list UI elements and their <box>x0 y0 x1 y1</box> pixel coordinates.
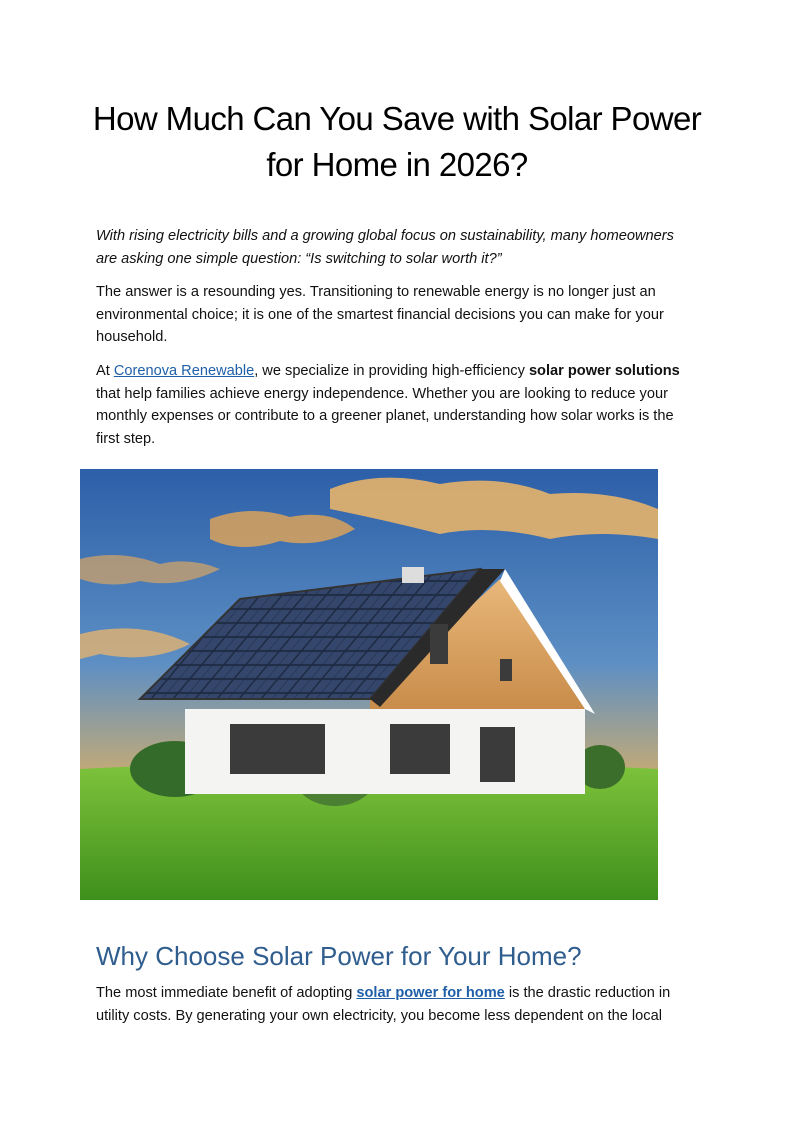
section-heading: Why Choose Solar Power for Your Home? <box>96 941 582 971</box>
corenova-renewable-link[interactable]: Corenova Renewable <box>113 363 255 379</box>
company-paragraph-prefix: At <box>96 363 114 379</box>
company-paragraph-suffix: that help families achieve energy independence. Whether you are looking to reduce your monthly expenses or contribute to a greener planet, understanding how solar works is the first step. <box>96 385 674 447</box>
intro-paragraph: With rising electricity bills and a growing global focus on sustainability, many homeowners are asking one simple question: “Is switching to solar worth it?” <box>96 228 674 267</box>
company-paragraph-middle: , we specialize in providing high-efficiency <box>254 363 529 379</box>
solar-solutions-bold: solar power solutions <box>528 363 680 379</box>
page-title-line-2: for Home in 2026? <box>266 146 528 183</box>
benefit-paragraph <box>96 982 696 1027</box>
solar-house-image <box>80 469 658 900</box>
benefit-paragraph-prefix: The most immediate benefit of adopting <box>96 985 357 1001</box>
page-title <box>60 96 734 188</box>
benefit-paragraph-suffix: is the drastic reduction in utility costs. By generating your own electricity, you become less dependent on the local <box>96 985 671 1024</box>
solar-power-for-home-link[interactable]: solar power for home <box>356 985 505 1001</box>
company-paragraph <box>96 360 696 450</box>
page-title-line-1: How Much Can You Save with Solar Power <box>92 100 702 137</box>
answer-paragraph: The answer is a resounding yes. Transitioning to renewable energy is no longer just an environmental choice; it is one of the smartest financial decisions you can make for your household. <box>96 284 664 345</box>
